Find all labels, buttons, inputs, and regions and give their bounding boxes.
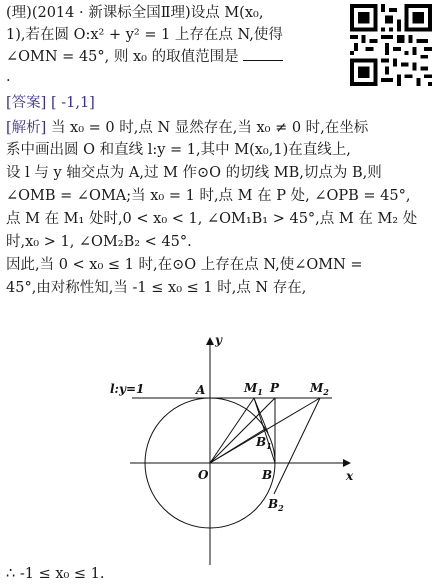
label-B2-main: B <box>268 497 279 511</box>
analysis-line-8: 45°,由对称性知,当 -1 ≤ x₀ ≤ 1 时,点 N 存在, <box>6 280 307 296</box>
qr-code-icon <box>350 4 432 86</box>
label-B2 <box>267 497 284 513</box>
analysis-line-1 <box>6 119 368 137</box>
label-y: y <box>215 333 222 347</box>
answer-blank <box>243 48 283 61</box>
analysis-line-6: 时,x₀ > 1, ∠OM₂B₂ < 45°. <box>6 234 192 250</box>
label-B1-main: B <box>256 435 267 449</box>
analysis-line-5: 点 M 在 M₁ 处时,0 < x₀ < 1, ∠OM₁B₁ > 45°,点 M 在 M₂ 处 <box>6 211 418 227</box>
problem-line-1: (理)(2014 · 新课标全国Ⅱ理)设点 M(x₀, <box>6 5 264 21</box>
answer-label: [答案] <box>6 95 47 111</box>
label-P: P <box>270 381 280 395</box>
label-M1-main: M <box>244 381 258 395</box>
label-M2 <box>309 381 329 397</box>
label-line-l: l:y=1 <box>110 382 145 396</box>
segment-M1-B <box>254 398 275 463</box>
conclusion-line: ∴ -1 ≤ x₀ ≤ 1. <box>6 566 105 582</box>
label-M2-sub: 2 <box>323 387 329 397</box>
analysis-text-1: 当 x₀ = 0 时,点 N 显然存在,当 x₀ ≠ 0 时,在坐标 <box>50 120 369 136</box>
analysis-line-3: 设 l 与 y 轴交点为 A,过 M 作⊙O 的切线 MB,切点为 B,则 <box>6 165 382 181</box>
segment-O-M1 <box>210 398 254 463</box>
problem-line-3 <box>6 48 283 66</box>
geometry-diagram <box>110 330 360 570</box>
label-x: x <box>346 469 354 483</box>
analysis-label: [解析] <box>6 120 47 136</box>
analysis-line-2: 系中画出圆 O 和直线 l:y = 1,其中 M(x₀,1)在直线上, <box>6 142 351 158</box>
tangent-M2-B2 <box>274 398 320 494</box>
problem-line-2: 1),若在圆 O:x² + y² = 1 上存在点 N,使得 <box>6 27 283 43</box>
answer-line <box>6 94 95 112</box>
problem-line-4: . <box>6 69 11 85</box>
label-O: O <box>198 468 209 482</box>
label-M1 <box>243 381 263 397</box>
label-B: B <box>262 468 273 482</box>
label-M1-sub: 1 <box>257 387 263 397</box>
label-M2-main: M <box>310 381 324 395</box>
label-B2-sub: 2 <box>278 503 284 513</box>
label-B1-sub: 1 <box>266 441 272 451</box>
analysis-line-7: 因此,当 0 < x₀ ≤ 1 时,在⊙O 上存在点 N,使∠OMN = <box>6 257 363 273</box>
analysis-line-4: ∠OMB = ∠OMA;当 x₀ = 1 时,点 M 在 P 处, ∠OPB = 45°, <box>6 188 411 204</box>
label-A: A <box>196 383 206 397</box>
problem-line-3-text: ∠OMN = 45°, 则 x₀ 的取值范围是 <box>6 49 239 65</box>
answer-value: [ -1,1] <box>50 95 95 111</box>
